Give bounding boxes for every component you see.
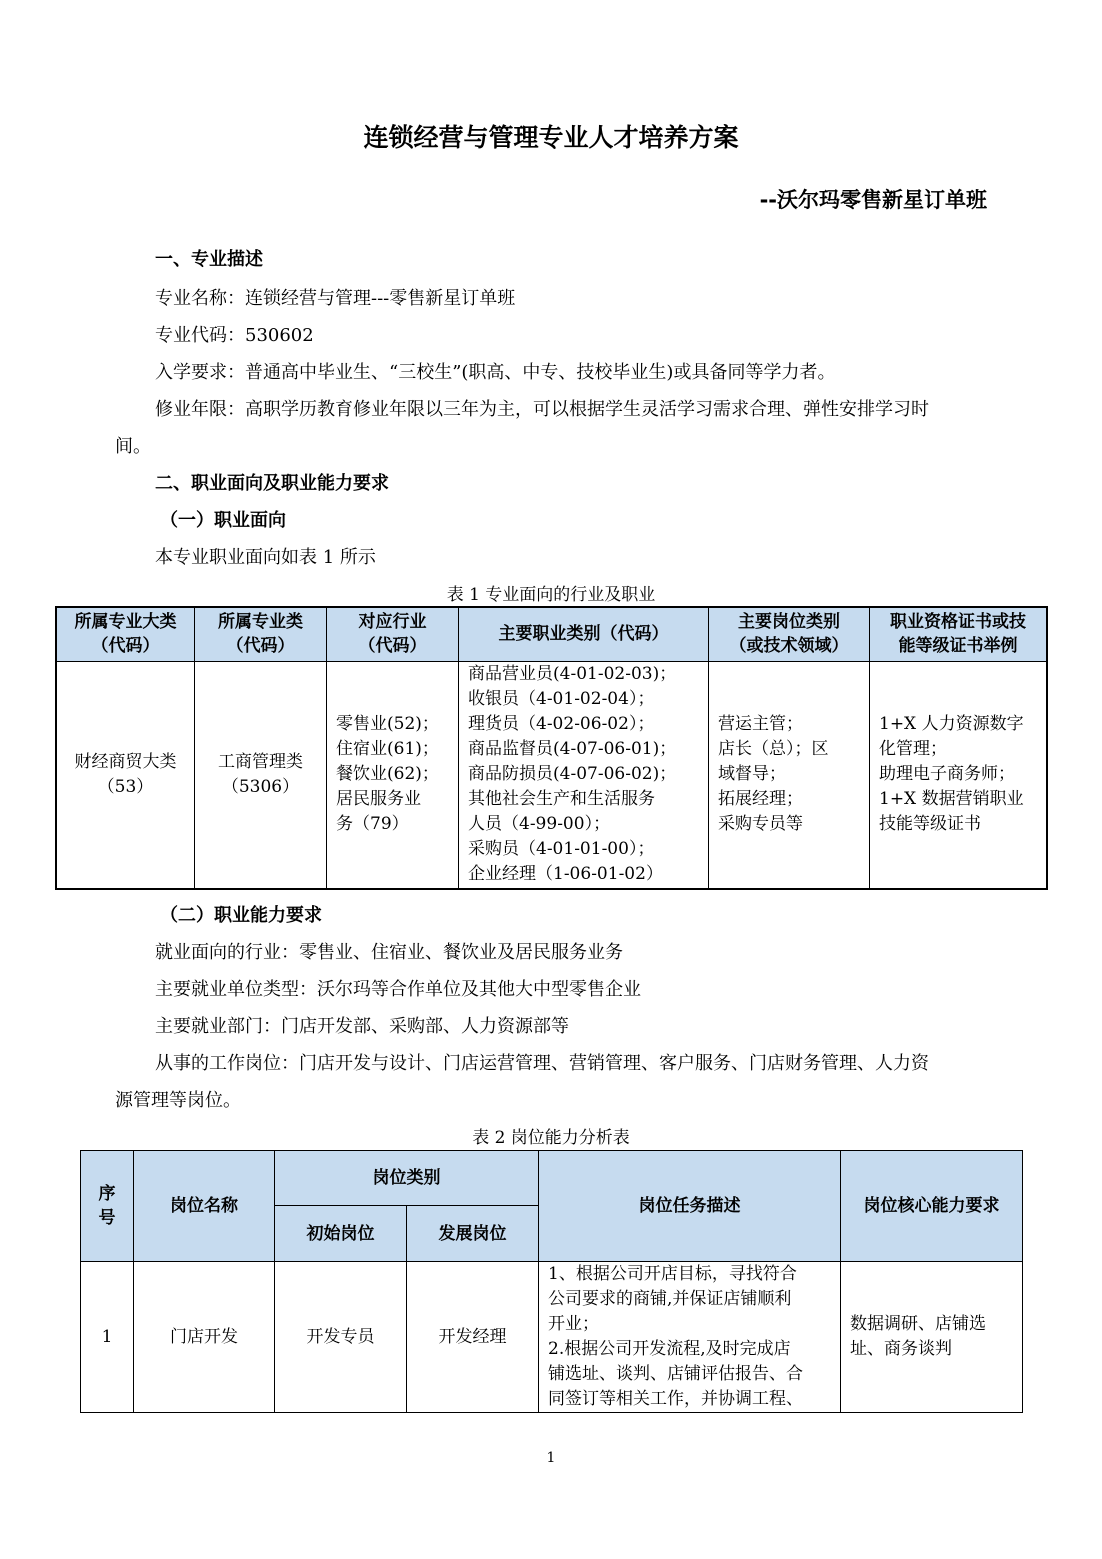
cell-position-name: 门店开发	[134, 1262, 275, 1413]
header-task: 岗位任务描述	[539, 1151, 841, 1262]
position-ability-table	[80, 1150, 1023, 1413]
header-position-name: 岗位名称	[134, 1151, 275, 1262]
employer-type: 主要就业单位类型：沃尔玛等合作单位及其他大中型零售企业	[155, 979, 641, 1000]
header-industry: 对应行业 （代码）	[327, 607, 459, 661]
header-certificate: 职业资格证书或技 能等级证书举例	[870, 607, 1048, 661]
header-initial-position: 初始岗位	[275, 1206, 407, 1262]
cell-industries: 零售业(52)； 住宿业(61)； 餐饮业(62)； 居民服务业 务（79）	[327, 661, 459, 889]
cell-class: 工商管理类 （5306）	[195, 661, 327, 889]
employment-industry: 就业面向的行业：零售业、住宿业、餐饮业及居民服务业务	[155, 942, 623, 963]
study-duration-line1: 修业年限：高职学历教育修业年限以三年为主，可以根据学生灵活学习需求合理、弹性安排学习时	[155, 399, 929, 420]
section1-heading: 一、专业描述	[155, 249, 263, 270]
table2-caption: 表 2 岗位能力分析表	[472, 1128, 630, 1148]
table-row	[81, 1262, 1023, 1413]
page-number: 1	[546, 1450, 556, 1466]
header-occupation: 主要职业类别（代码）	[459, 607, 709, 661]
study-duration-line2: 间。	[115, 436, 151, 457]
header-ability: 岗位核心能力要求	[841, 1151, 1023, 1262]
table-row	[56, 661, 1047, 889]
work-positions-line1: 从事的工作岗位：门店开发与设计、门店运营管理、营销管理、客户服务、门店财务管理、人力资	[155, 1053, 929, 1074]
cell-category: 财经商贸大类 （53）	[56, 661, 195, 889]
table-header-row	[81, 1151, 1023, 1206]
cell-certificates: 1+X 人力资源数字 化管理； 助理电子商务师； 1+X 数据营销职业 技能等级证书	[870, 661, 1048, 889]
cell-initial-position: 开发专员	[275, 1262, 407, 1413]
work-positions-line2: 源管理等岗位。	[115, 1090, 241, 1111]
table1-caption: 表 1 专业面向的行业及职业	[446, 585, 656, 605]
cell-task: 1、根据公司开店目标，寻找符合 公司要求的商铺,并保证店铺顺利 开业； 2.根据公司开发流程,及时完成店 铺选址、谈判、店铺评估报告、合 同签订等相关工作，并协调工程、	[539, 1262, 841, 1413]
header-position-category: 岗位类别	[275, 1151, 539, 1206]
admission-requirement: 入学要求：普通高中毕业生、“三校生”(职高、中专、技校毕业生)或具备同等学力者。	[155, 362, 836, 383]
header-development-position: 发展岗位	[407, 1206, 539, 1262]
cell-index: 1	[81, 1262, 134, 1413]
header-class: 所属专业类 （代码）	[195, 607, 327, 661]
occupation-table	[55, 606, 1048, 890]
section2-heading: 二、职业面向及职业能力要求	[155, 473, 389, 494]
subsection1-heading: （一）职业面向	[160, 510, 286, 531]
major-code: 专业代码：530602	[155, 325, 314, 346]
subsection2-heading: （二）职业能力要求	[160, 905, 322, 926]
cell-occupations: 商品营业员(4-01-02-03)； 收银员（4-01-02-04）； 理货员（4-02-06-02）； 商品监督员(4-07-06-01)； 商品防损员(4-07-06-02)； 其他社会生产和生活服务 人员（4-99-00）； 采购员（4-01-01-00）； 企业经理（1-06-01-02）	[459, 661, 709, 889]
header-post: 主要岗位类别 （或技术领域）	[709, 607, 870, 661]
document-subtitle: --沃尔玛零售新星订单班	[759, 188, 987, 212]
document-title: 连锁经营与管理专业人才培养方案	[363, 123, 739, 152]
employment-department: 主要就业部门：门店开发部、采购部、人力资源部等	[155, 1016, 569, 1037]
table1-intro: 本专业职业面向如表 1 所示	[155, 547, 376, 568]
cell-development-position: 开发经理	[407, 1262, 539, 1413]
header-index: 序 号	[81, 1151, 134, 1262]
table-header-row	[56, 607, 1047, 661]
cell-ability: 数据调研、店铺选 址、商务谈判	[841, 1262, 1023, 1413]
cell-posts: 营运主管； 店长（总）；区 域督导； 拓展经理； 采购专员等	[709, 661, 870, 889]
major-name: 专业名称：连锁经营与管理---零售新星订单班	[155, 288, 516, 309]
header-category: 所属专业大类 （代码）	[56, 607, 195, 661]
